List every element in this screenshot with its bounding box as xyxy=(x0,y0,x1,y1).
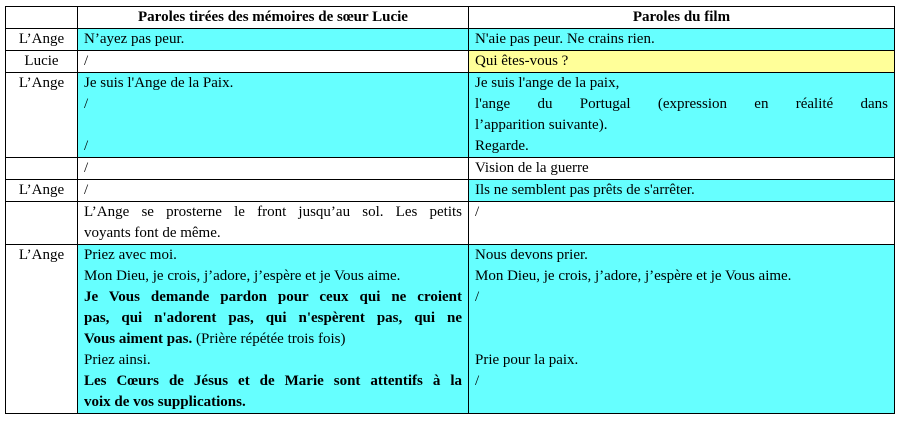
memoirs-cell xyxy=(78,51,469,73)
film-line: / xyxy=(475,204,480,220)
memoirs-cell xyxy=(78,73,469,158)
film-line: Mon Dieu, je crois, j’adore, j’espère et je Vous aime. xyxy=(475,268,792,284)
speaker-cell: Lucie xyxy=(6,51,78,73)
speaker-cell: L’Ange xyxy=(6,245,78,414)
table-row xyxy=(6,202,895,245)
film-line: Vision de la guerre xyxy=(475,160,589,176)
speaker-cell: L’Ange xyxy=(6,180,78,202)
memoirs-line: Mon Dieu, je crois, j’adore, j’espère et je Vous aime. xyxy=(84,268,401,284)
speaker-cell: L’Ange xyxy=(6,29,78,51)
memoirs-line xyxy=(84,115,462,136)
memoirs-line: pas, qui n'adorent pas, qui n'espèrent pas, qui ne xyxy=(84,310,462,326)
memoirs-line: Priez ainsi. xyxy=(84,352,151,368)
table-row xyxy=(6,245,895,414)
comparison-table xyxy=(5,6,895,414)
memoirs-cell xyxy=(78,180,469,202)
film-cell xyxy=(469,73,895,158)
memoirs-header: Paroles tirées des mémoires de sœur Lucie xyxy=(78,7,469,29)
speaker-cell xyxy=(6,158,78,180)
memoirs-line: / xyxy=(84,138,89,154)
memoirs-line: voyants font de même. xyxy=(84,225,221,241)
film-cell xyxy=(469,202,895,245)
table-row xyxy=(6,158,895,180)
table-row xyxy=(6,73,895,158)
memoirs-cell xyxy=(78,158,469,180)
film-line xyxy=(475,329,888,350)
film-line xyxy=(475,308,888,329)
memoirs-line: Je Vous demande pardon pour ceux qui ne croient xyxy=(84,289,462,305)
table-row xyxy=(6,180,895,202)
film-cell xyxy=(469,245,895,414)
header-row xyxy=(6,7,895,29)
speaker-cell xyxy=(6,202,78,245)
film-line: l'ange du Portugal (expression en réalité dans xyxy=(475,96,888,112)
document-page xyxy=(5,6,895,414)
memoirs-line xyxy=(84,329,462,350)
film-line: l’apparition suivante). xyxy=(475,117,608,133)
film-cell xyxy=(469,51,895,73)
memoirs-line: / xyxy=(84,96,89,112)
memoirs-cell xyxy=(78,29,469,51)
memoirs-cell xyxy=(78,202,469,245)
film-cell xyxy=(469,180,895,202)
film-header: Paroles du film xyxy=(469,7,895,29)
memoirs-line: Je suis l'Ange de la Paix. xyxy=(84,75,234,91)
table-row xyxy=(6,29,895,51)
memoirs-bold-fragment: Vous aiment pas. xyxy=(84,331,193,347)
memoirs-line: Les Cœurs de Jésus et de Marie sont attentifs à la xyxy=(84,373,462,389)
film-line: / xyxy=(475,373,480,389)
memoirs-line: / xyxy=(84,182,89,198)
table-row xyxy=(6,51,895,73)
film-line: / xyxy=(475,289,480,305)
memoirs-line: Priez avec moi. xyxy=(84,247,177,263)
film-cell xyxy=(469,158,895,180)
memoirs-line: voix de vos supplications. xyxy=(84,394,246,410)
speaker-cell: L’Ange xyxy=(6,73,78,158)
speaker-header xyxy=(6,7,78,29)
memoirs-cell xyxy=(78,245,469,414)
film-line: Regarde. xyxy=(475,138,529,154)
film-line: N'aie pas peur. Ne crains rien. xyxy=(475,31,655,47)
memoirs-line: / xyxy=(84,53,89,69)
film-line: Ils ne semblent pas prêts de s'arrêter. xyxy=(475,182,695,198)
memoirs-note-fragment: (Prière répétée trois fois) xyxy=(192,331,346,347)
film-line: Qui êtes-vous ? xyxy=(475,53,569,69)
film-line: Nous devons prier. xyxy=(475,247,588,263)
memoirs-line: N’ayez pas peur. xyxy=(84,31,185,47)
film-line: Je suis l'ange de la paix, xyxy=(475,75,620,91)
film-cell xyxy=(469,29,895,51)
memoirs-line: / xyxy=(84,160,89,176)
film-line: Prie pour la paix. xyxy=(475,352,579,368)
memoirs-line: L’Ange se prosterne le front jusqu’au sol. Les petits xyxy=(84,204,462,220)
